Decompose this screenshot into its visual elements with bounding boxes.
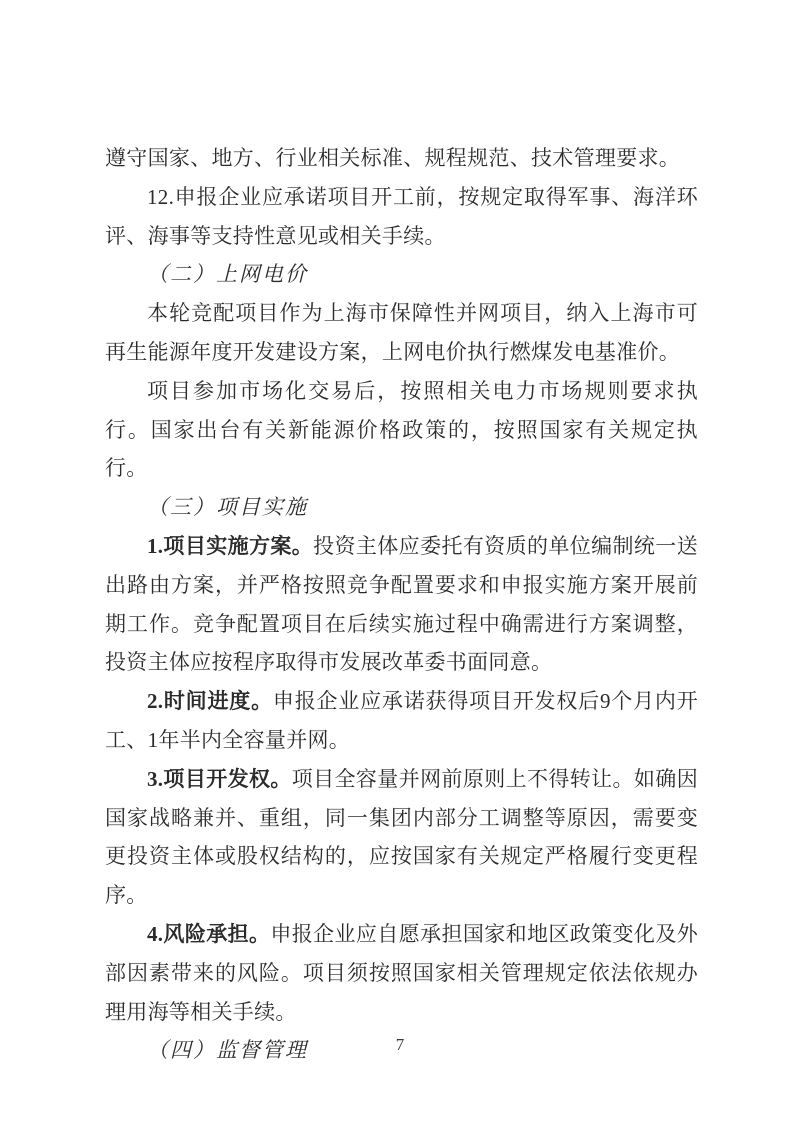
section-heading	[105, 488, 698, 527]
section-heading-text: （四）监督管理	[147, 1038, 308, 1063]
paragraph	[105, 915, 698, 1031]
paragraph	[105, 682, 698, 760]
paragraph-lead-bold: 3.项目开发权。	[147, 766, 292, 791]
page-number: 7	[395, 1035, 405, 1054]
paragraph-text: 遵守国家、地方、行业相关标准、规程规范、技术管理要求。	[105, 146, 681, 170]
paragraph-text: 项目参加市场化交易后，按照相关电力市场规则要求执行。国家出台有关新能源价格政策的，按照国家有关规定执行。	[105, 378, 698, 481]
section-heading-text: （二）上网电价	[147, 262, 308, 287]
paragraph	[105, 760, 698, 915]
paragraph-text: 本轮竞配项目作为上海市保障性并网项目，纳入上海市可再生能源年度开发建设方案，上网电价执行燃煤发电基准价。	[105, 301, 698, 364]
paragraph-text: 申报企业应承诺获得项目开发权后9个月内开工、1年半内全容量并网。	[105, 689, 698, 752]
paragraph	[105, 139, 698, 178]
paragraph-lead-bold: 1.项目实施方案。	[147, 533, 314, 558]
section-heading	[105, 255, 698, 294]
paragraph-lead-bold: 2.时间进度。	[147, 689, 273, 714]
paragraph-text: 投资主体应委托有资质的单位编制统一送出路由方案，并严格按照竞争配置要求和申报实施方案开展前期工作。竞争配置项目在后续实施过程中确需进行方案调整，投资主体应按程序取得市发展改革委书面同意。	[105, 533, 698, 675]
paragraph	[105, 178, 698, 256]
paragraph	[105, 294, 698, 372]
paragraph	[105, 372, 698, 488]
section-heading-text: （三）项目实施	[147, 495, 308, 520]
paragraph-lead-bold: 4.风险承担。	[147, 921, 271, 946]
document-body	[105, 139, 698, 1070]
paragraph	[105, 527, 698, 682]
paragraph-text: 项目全容量并网前原则上不得转让。如确因国家战略兼并、重组，同一集团内部分工调整等原因，需要变更投资主体或股权结构的，应按国家有关规定严格履行变更程序。	[105, 766, 698, 908]
paragraph-text: 12.申报企业应承诺项目开工前，按规定取得军事、海洋环评、海事等支持性意见或相关手续。	[105, 184, 698, 248]
paragraph-text: 申报企业应自愿承担国家和地区政策变化及外部因素带来的风险。项目须按照国家相关管理规定依法依规办理用海等相关手续。	[105, 921, 698, 1024]
